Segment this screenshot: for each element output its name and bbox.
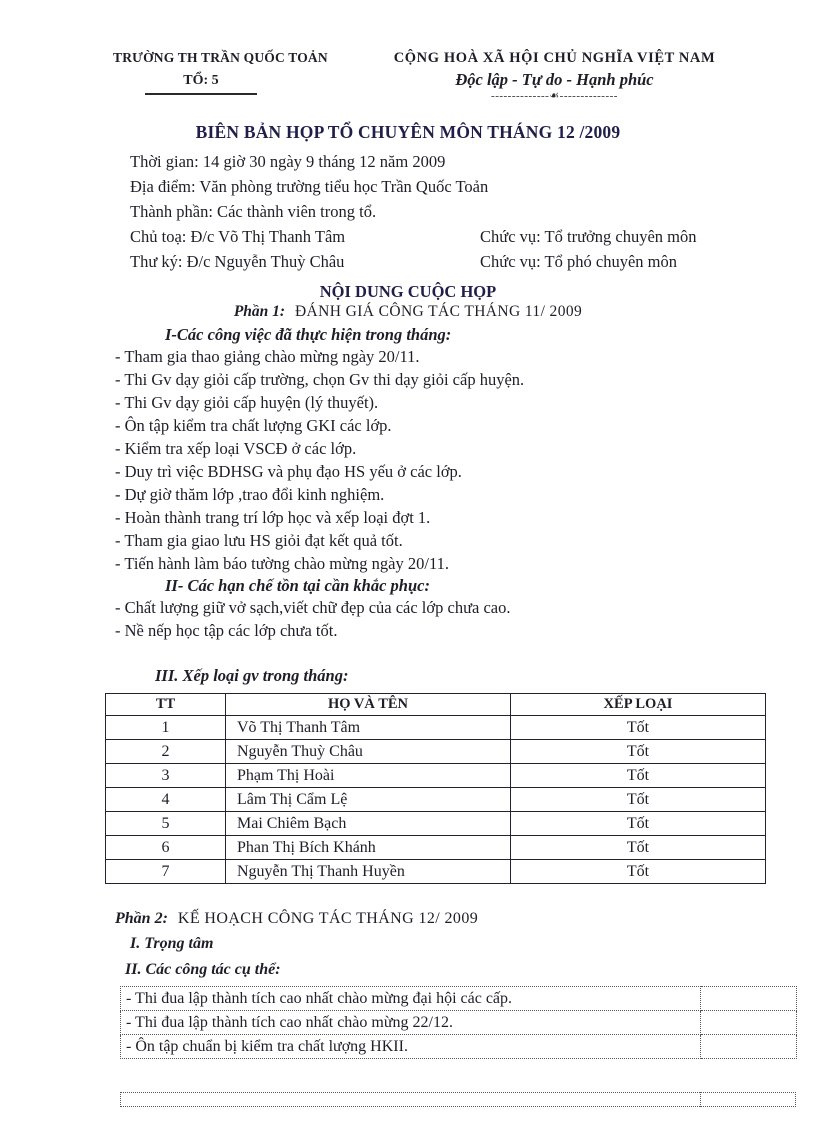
chair-role: Chức vụ: Tổ trưởng chuyên môn [480,227,697,246]
plan-empty-cell [701,1011,797,1035]
cell-tt: 5 [106,812,226,836]
cell-rating: Tốt [511,860,766,884]
part2-label: Phần 2: [115,910,168,927]
cell-rating: Tốt [511,836,766,860]
secretary-line [130,249,756,274]
cell-rating: Tốt [511,764,766,788]
meeting-info [130,149,756,274]
national-motto: Độc lập - Tự do - Hạnh phúc [455,70,654,89]
header-ornament: --------------☙-------------- [491,90,618,102]
cell-rating: Tốt [511,740,766,764]
list-item: - Hoàn thành trang trí lớp học và xếp loại đợt 1. [115,508,431,527]
section3-heading: III. Xếp loại gv trong tháng: [155,666,349,685]
plan-item: - Thi đua lập thành tích cao nhất chào mừng đại hội các cấp. [121,987,701,1011]
plan-item: - Thi đua lập thành tích cao nhất chào mừng 22/12. [121,1011,701,1035]
part2-title: KẾ HOẠCH CÔNG TÁC THÁNG 12/ 2009 [177,910,479,927]
plan-row [121,987,797,1011]
cell-rating: Tốt [511,812,766,836]
list-item: - Dự giờ thăm lớp ,trao đổi kinh nghiệm. [115,485,385,504]
table-row [106,812,766,836]
plan-item: - Ôn tập chuẩn bị kiểm tra chất lượng HKII. [121,1035,701,1059]
table-row [106,764,766,788]
section2-heading: II- Các hạn chế tồn tại cần khắc phục: [165,576,430,595]
part1-label: Phần 1: [233,303,286,320]
cell-tt: 1 [106,716,226,740]
header-left [113,50,328,102]
table-row [106,716,766,740]
cell-tt: 7 [106,860,226,884]
continuation-cell [120,1092,700,1107]
plan-row [121,1035,797,1059]
meeting-time: Thời gian: 14 giờ 30 ngày 9 tháng 12 năm 2009 [130,152,446,171]
list-item: - Chất lượng giữ vở sạch,viết chữ đẹp của các lớp chưa cao. [115,598,511,617]
plan-empty-cell [701,1035,797,1059]
secretary-name: Thư ký: Đ/c Nguyễn Thuỳ Châu [130,252,345,271]
cell-name: Phan Thị Bích Khánh [226,836,511,860]
col-header-tt: TT [106,694,226,716]
table-row [106,788,766,812]
secretary-role: Chức vụ: Tổ phó chuyên môn [480,252,677,271]
list-item: - Thi Gv dạy giỏi cấp trường, chọn Gv thi dạy giỏi cấp huyện. [115,370,525,389]
list-item: - Ôn tập kiểm tra chất lượng GKI các lớp. [115,416,392,435]
national-title: CỘNG HOÀ XÃ HỘI CHỦ NGHĨA VIỆT NAM [393,50,716,66]
content-heading: NỘI DUNG CUỘC HỌP [319,282,497,301]
cell-name: Võ Thị Thanh Tâm [226,716,511,740]
document-title: BIÊN BẢN HỌP TỔ CHUYÊN MÔN THÁNG 12 /2009 [195,122,621,142]
list-item: - Tiến hành làm báo tường chào mừng ngày 20/11. [115,554,449,573]
cell-tt: 3 [106,764,226,788]
section1-heading: I-Các công việc đã thực hiện trong tháng: [165,325,452,344]
list-item: - Nề nếp học tập các lớp chưa tốt. [115,621,338,640]
plan-empty-cell [701,987,797,1011]
cell-tt: 2 [106,740,226,764]
chair-name: Chủ toạ: Đ/c Võ Thị Thanh Tâm [130,227,346,246]
part1-title: ĐÁNH GIÁ CÔNG TÁC THÁNG 11/ 2009 [294,303,583,320]
list-item: - Tham gia giao lưu HS giỏi đạt kết quả tốt. [115,531,403,550]
part2-heading [115,910,816,928]
part1-heading [0,303,816,321]
cell-name: Nguyễn Thị Thanh Huyền [226,860,511,884]
col-header-rating: XẾP LOẠI [511,694,766,716]
table-row [106,860,766,884]
cell-rating: Tốt [511,788,766,812]
part2-section2-heading: II. Các công tác cụ thể: [125,961,281,978]
table-row [106,836,766,860]
plan-row [121,1011,797,1035]
list-item: - Thi Gv dạy giỏi cấp huyện (lý thuyết). [115,393,379,412]
school-name: TRƯỜNG TH TRẦN QUỐC TOẢN [113,50,328,65]
table-row [106,740,766,764]
cell-rating: Tốt [511,716,766,740]
section1-items [115,345,816,575]
unit-label: TỔ: 5 [145,73,257,95]
rating-table [105,693,766,884]
chair-line [130,224,756,249]
cell-tt: 4 [106,788,226,812]
cell-name: Mai Chiêm Bạch [226,812,511,836]
cell-tt: 6 [106,836,226,860]
cell-name: Nguyễn Thuỳ Châu [226,740,511,764]
document-header [0,50,816,102]
section2-items [115,596,816,642]
cell-name: Lâm Thị Cẩm Lệ [226,788,511,812]
continuation-row [120,1092,796,1107]
list-item: - Tham gia thao giảng chào mừng ngày 20/11. [115,347,420,366]
meeting-location: Địa điểm: Văn phòng trường tiểu học Trần Quốc Toản [130,177,489,196]
list-item: - Duy trì việc BDHSG và phụ đạo HS yếu ở các lớp. [115,462,462,481]
col-header-name: HỌ VÀ TÊN [226,694,511,716]
list-item: - Kiểm tra xếp loại VSCĐ ở các lớp. [115,439,357,458]
plan-table [120,986,797,1059]
part2-section1-heading: I. Trọng tâm [130,935,214,952]
meeting-participants: Thành phần: Các thành viên trong tổ. [130,202,377,221]
header-right [303,50,776,102]
continuation-cell-side [700,1092,796,1107]
rating-table-header-row [106,694,766,716]
cell-name: Phạm Thị Hoài [226,764,511,788]
